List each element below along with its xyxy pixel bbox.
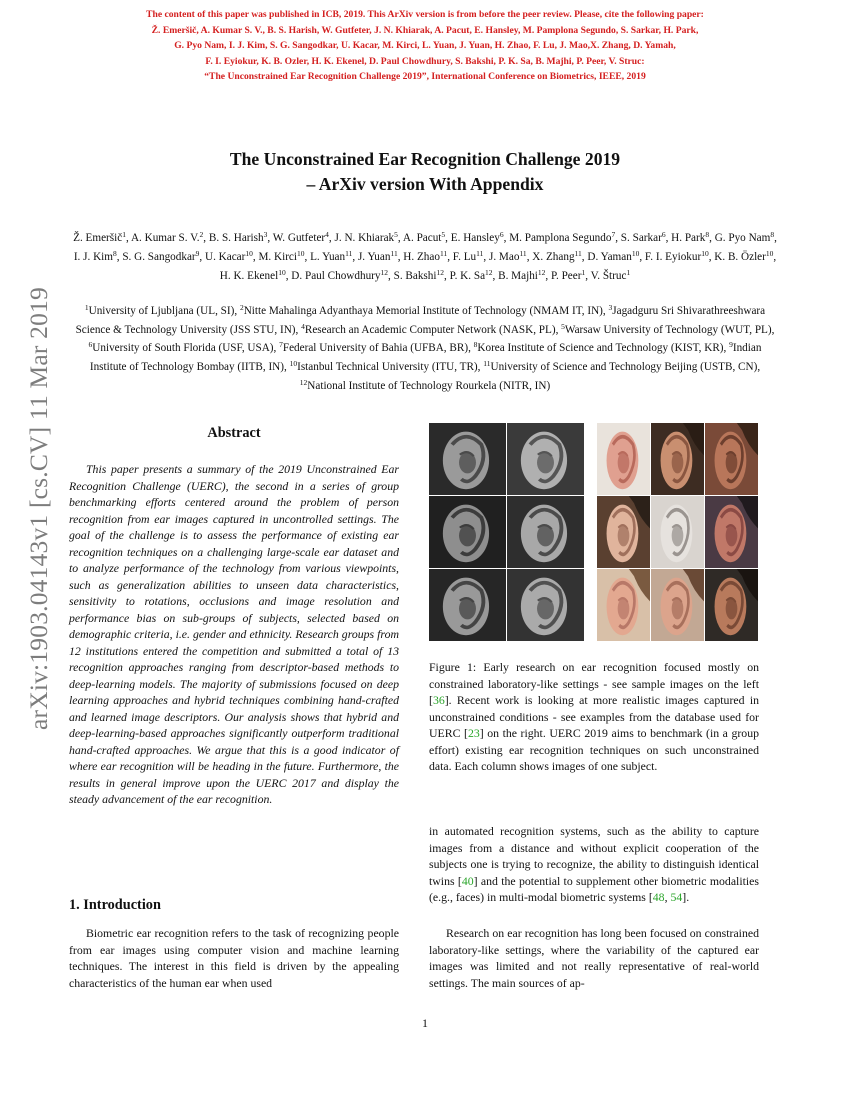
author-name: J. Yuan: [357, 251, 391, 264]
author-affiliation-mark: 8: [112, 249, 117, 259]
affiliation-name: Indian Institute of Technology Bombay (IITB, IN): [89, 342, 762, 374]
affiliation-mark: 6: [88, 340, 93, 350]
author-affiliation-mark: 12: [380, 268, 388, 278]
publication-notice: [60, 7, 790, 85]
affiliation-mark: 7: [279, 340, 283, 350]
arxiv-side-label[interactable]: arXiv:1903.04143v1 [cs.CV] 11 Mar 2019: [24, 287, 53, 730]
paragraph-text: ] and the potential to supplement other biometric modalities (e.g., faces) in multi-modal biometric systems [: [429, 873, 759, 904]
author-affiliation-mark: 10: [765, 249, 774, 259]
citation-link[interactable]: 54: [670, 890, 683, 904]
author-name: J. N. Khiarak: [334, 232, 395, 244]
affiliation-list: $^1$University of Ljubljana (UL, SI), $^2$Nitte Mahalinga Adyanthaya Memorial Institute of Technology (NMAM IT, IN), $^3$Jagadguru Sri Shivarathreeshwara Science & Technology University (JSS STU, IN), $^4$Research an Academic Computer Network (NASK, PL), $^5$Warsaw University of Technology (WUT, PL), $^6$University of South Florida (USF, USA), $^7$Federal University of Bahia (UFBA, BR), $^8$Korea Institute of Science and Technology (KIST, KR), $^9$Indian Institute of Technology Bombay (IITB, IN), $^{10}$Istanbul Technical University (ITU, TR), $^{11}$University of Science and Technology Beijing (USTB, CN), $^{12}$National Institute of Technology Rourkela (NITR, IN): [75, 303, 775, 392]
affiliation-name: Istanbul Technical University (ITU, TR): [297, 361, 478, 374]
abstract-text: This paper presents a summary of the 2019 Unconstrained Ear Recognition Challenge (UERC), the second in a series of group benchmarking efforts centered around the problem of person recognition from ear images captured in uncontrolled settings. The goal of the challenge is to assess the performance of existing ear recognition techniques on a challenging large-scale ear dataset and to analyze performance of the technology from various viewpoints, such as generalization abilities to unseen data characteristics, sensitivity to rotations, occlusions and image resolution and performance bias on sub-groups of subjects, selected based on demographic criteria, i.e. gender and ethnicity. Research groups from 12 institutions entered the competition and submitted a total of 13 recognition approaches ranging from descriptor-based methods to deep-learning models. The majority of submissions focused on deep learning approaches and hybrid techniques combining hand-crafted and learned image descriptors. Our analysis shows that hybrid and deep-learning-based approaches significantly outperform traditional hand-crafted approaches. We argue that this is a good indicator of where ear recognition will be heading in the future. Furthermore, the results in general improve upon the UERC 2017 and display the steady advancement of the ear recognition.: [69, 462, 399, 806]
ear-image: [507, 423, 584, 495]
affiliation-mark: 2: [239, 303, 244, 312]
ear-image: [705, 423, 758, 495]
affiliation-mark: 12: [299, 377, 308, 387]
author-name: H. Park: [671, 232, 706, 244]
paragraph-text: ].: [682, 890, 690, 904]
author-name: I. J. Kim: [73, 251, 113, 264]
introduction-heading: 1. Introduction: [69, 897, 161, 913]
notice-line: Ž. Emeršič, A. Kumar S. V., B. S. Harish, W. Gutfeter, J. N. Khiarak, A. Pacut, E. Hansley, M. Pamplona Segundo, S. Sarkar, H. Park,: [151, 24, 699, 36]
affiliation-name: National Institute of Technology Rourkela (NITR, IN): [307, 379, 551, 392]
author-name: P. Peer: [551, 270, 582, 283]
author-affiliation-mark: 12: [485, 268, 493, 278]
affiliation-name: Korea Institute of Science and Technology (KIST, KR): [477, 342, 724, 355]
author-affiliation-mark: 10: [701, 249, 709, 259]
ear-image: [705, 569, 758, 641]
author-name: M. Pamplona Segundo: [509, 232, 612, 244]
author-name: B. Majhi: [498, 270, 538, 283]
author-name: J. Mao: [488, 251, 520, 264]
affiliation-mark: 10: [289, 359, 298, 369]
notice-line: “The Unconstrained Ear Recognition Challenge 2019”, International Conference on Biometrics, IEEE, 2019: [204, 71, 646, 83]
ear-image: [429, 496, 506, 568]
ear-image: [651, 423, 704, 495]
author-affiliation-mark: 11: [574, 249, 582, 259]
author-name: H. K. Ekenel: [219, 270, 279, 283]
author-affiliation-mark: 11: [390, 249, 398, 259]
affiliation-mark: 1: [84, 303, 89, 312]
caption-text: ] on the right. UERC 2019 aims to benchmark (in a group effort) existing ear recognition techniques on such unconstrained data. Each column shows images of one subject.: [429, 726, 759, 773]
citation-link[interactable]: 23: [467, 726, 480, 740]
author-affiliation-mark: 11: [519, 249, 527, 259]
paragraph-text: ,: [664, 890, 671, 904]
affiliation-name: Nitte Mahalinga Adyanthaya Memorial Institute of Technology (NMAM IT, IN): [243, 305, 603, 317]
ear-image: [651, 496, 704, 568]
figure-1: [429, 423, 758, 641]
ear-image: [597, 569, 650, 641]
ear-image: [507, 496, 584, 568]
author-affiliation-mark: 10: [245, 249, 253, 259]
author-name: F. Lu: [452, 251, 477, 264]
author-affiliation-mark: 10: [297, 249, 305, 259]
title-line: The Unconstrained Ear Recognition Challenge 2019: [229, 149, 621, 169]
author-affiliation-mark: 11: [476, 249, 484, 259]
author-affiliation-mark: 11: [439, 249, 448, 259]
author-list: Ž. Emeršič$^1$, A. Kumar S. V.$^2$, B. S. Harish$^3$, W. Gutfeter$^4$, J. N. Khiarak$^5$, A. Pacut$^5$, E. Hansley$^6$, M. Pamplona Segundo$^7$, S. Sarkar$^6$, H. Park$^8$, G. Pyo Nam$^8$, I. J. Kim$^8$, S. G. Sangodkar$^9$, U. Kacar$^{10}$, M. Kirci$^{10}$, L. Yuan$^{11}$, J. Yuan$^{11}$, H. Zhao$^{11}$, F. Lu$^{11}$, J. Mao$^{11}$, X. Zhang$^{11}$, D. Yaman$^{10}$, F. I. Eyiokur$^{10}$, K. B. Özler$^{10}$, H. K. Ekenel$^{10}$, D. Paul Chowdhury$^{12}$, S. Bakshi$^{12}$, P. K. Sa$^{12}$, B. Majhi$^{12}$, P. Peer$^1$, V. Štruc$^1$: [73, 230, 777, 283]
author-name: V. Štruc: [590, 270, 627, 283]
title-line: – ArXiv version With Appendix: [306, 174, 544, 194]
author-name: G. Pyo Nam: [714, 232, 771, 244]
author-affiliation-mark: 1: [581, 268, 586, 278]
author-name: S. Sarkar: [620, 232, 662, 244]
right-column-paragraph: [429, 823, 759, 906]
notice-line: The content of this paper was published in ICB, 2019. This ArXiv version is from before the peer review. Please, cite the following paper:: [146, 9, 704, 20]
author-affiliation-mark: 12: [436, 268, 444, 278]
affiliation-name: University of Science and Technology Beijing (USTB, CN): [490, 361, 758, 374]
author-name: S. G. Sangodkar: [122, 251, 196, 264]
citation-link[interactable]: 48: [652, 890, 665, 904]
affiliation-name: University of Ljubljana (UL, SI): [88, 305, 235, 317]
affiliation-name: University of South Florida (USF, USA): [92, 342, 274, 355]
figure-caption: [429, 659, 759, 775]
author-name: D. Yaman: [587, 251, 632, 264]
affiliation-name: Research an Academic Computer Network (NASK, PL): [304, 323, 556, 336]
affiliation-name: Federal University of Bahia (UFBA, BR): [282, 342, 469, 355]
page-number: 1: [422, 1016, 428, 1030]
author-name: W. Gutfeter: [272, 232, 326, 244]
citation-link[interactable]: 36: [432, 693, 445, 707]
author-name: B. S. Harish: [208, 232, 264, 244]
ear-image: [651, 569, 704, 641]
author-name: Ž. Emeršič: [73, 232, 123, 244]
caption-label: Figure 1:: [429, 660, 477, 674]
author-affiliation-mark: 7: [611, 230, 616, 239]
author-name: M. Kirci: [258, 251, 297, 264]
affiliation-mark: 9: [729, 340, 733, 350]
author-affiliation-mark: 10: [278, 268, 286, 278]
author-affiliation-mark: 5: [441, 230, 446, 239]
author-affiliation-mark: 8: [705, 230, 710, 239]
introduction-text: Biometric ear recognition refers to the task of recognizing people from ear images using computer vision and machine learning techniques. The interest in this field is driven by the appealing characteristics of the human ear when used: [69, 926, 399, 990]
notice-line: G. Pyo Nam, I. J. Kim, S. G. Sangodkar, U. Kacar, M. Kirci, L. Yuan, J. Yuan, H. Zhao, F. Lu, J. Mao,X. Zhang, D. Yamah,: [174, 40, 676, 52]
affiliation-mark: 11: [483, 359, 491, 369]
notice-line: F. I. Eyiokur, K. B. Ozler, H. K. Ekenel, D. Paul Chowdhury, S. Bakshi, P. K. Sa, B. Majhi, P. Peer, V. Struc:: [205, 55, 645, 67]
author-affiliation-mark: 2: [199, 230, 204, 239]
author-affiliation-mark: 1: [626, 268, 631, 278]
author-name: X. Zhang: [532, 251, 575, 264]
ear-image: [705, 496, 758, 568]
author-name: D. Paul Chowdhury: [291, 270, 381, 283]
author-name: H. Zhao: [403, 251, 440, 264]
affiliation-mark: 8: [473, 340, 478, 350]
citation-link[interactable]: 40: [461, 873, 474, 888]
paragraph-text: in automated recognition systems, such as the ability to capture images from a distance and without explicit cooperation of the subjects one is trying to recognize, the ability to distinguish identical twins [: [429, 824, 759, 888]
affiliation-mark: 5: [561, 321, 565, 331]
unconstrained-ear-images: [597, 423, 758, 641]
ear-image: [429, 569, 506, 641]
author-affiliation-mark: 12: [537, 268, 546, 278]
author-name: S. Bakshi: [393, 270, 437, 283]
constrained-ear-images: [429, 423, 584, 641]
ear-image: [597, 496, 650, 568]
author-name: L. Yuan: [310, 251, 346, 264]
ear-image: [507, 569, 584, 641]
author-affiliation-mark: 5: [394, 230, 398, 239]
affiliation-name: Warsaw University of Technology (WUT, PL): [564, 323, 772, 336]
author-name: K. B. Özler: [714, 251, 766, 264]
caption-text: ]. Recent work is looking at more realistic images captured in unconstrained conditions - see examples from the database used for UERC [: [429, 693, 759, 740]
affiliation-name: Jagadguru Sri Shivarathreeshwara Science & Technology University (JSS STU, IN): [75, 305, 766, 336]
ear-image: [429, 423, 506, 495]
author-affiliation-mark: 10: [631, 249, 640, 259]
abstract-heading: Abstract: [207, 425, 261, 441]
author-name: F. I. Eyiokur: [644, 251, 702, 264]
author-affiliation-mark: 3: [263, 230, 268, 239]
author-affiliation-mark: 8: [770, 230, 775, 239]
author-name: E. Hansley: [450, 232, 500, 244]
affiliation-mark: 4: [301, 321, 305, 331]
author-affiliation-mark: 9: [195, 249, 200, 259]
author-affiliation-mark: 6: [661, 230, 666, 239]
author-name: P. K. Sa: [449, 270, 486, 283]
author-name: A. Kumar S. V.: [130, 232, 200, 244]
caption-text: Early research on ear recognition focused mostly on constrained laboratory-like settings - see sample images on the left [: [429, 660, 759, 707]
ear-image: [597, 423, 650, 495]
author-affiliation-mark: 11: [345, 249, 353, 259]
author-affiliation-mark: 4: [325, 230, 329, 239]
author-name: A. Pacut: [402, 232, 442, 244]
author-name: U. Kacar: [205, 251, 246, 264]
author-affiliation-mark: 1: [122, 230, 126, 239]
affiliation-mark: 3: [608, 303, 613, 312]
author-affiliation-mark: 6: [499, 230, 504, 239]
paper-title: [90, 147, 760, 197]
right-column-paragraph-2: Research on ear recognition has long been focused on constrained laboratory-like settings, where the variability of the captured ear images was limited and not really representative of real-world settings. The main sources of ap-: [429, 926, 759, 990]
